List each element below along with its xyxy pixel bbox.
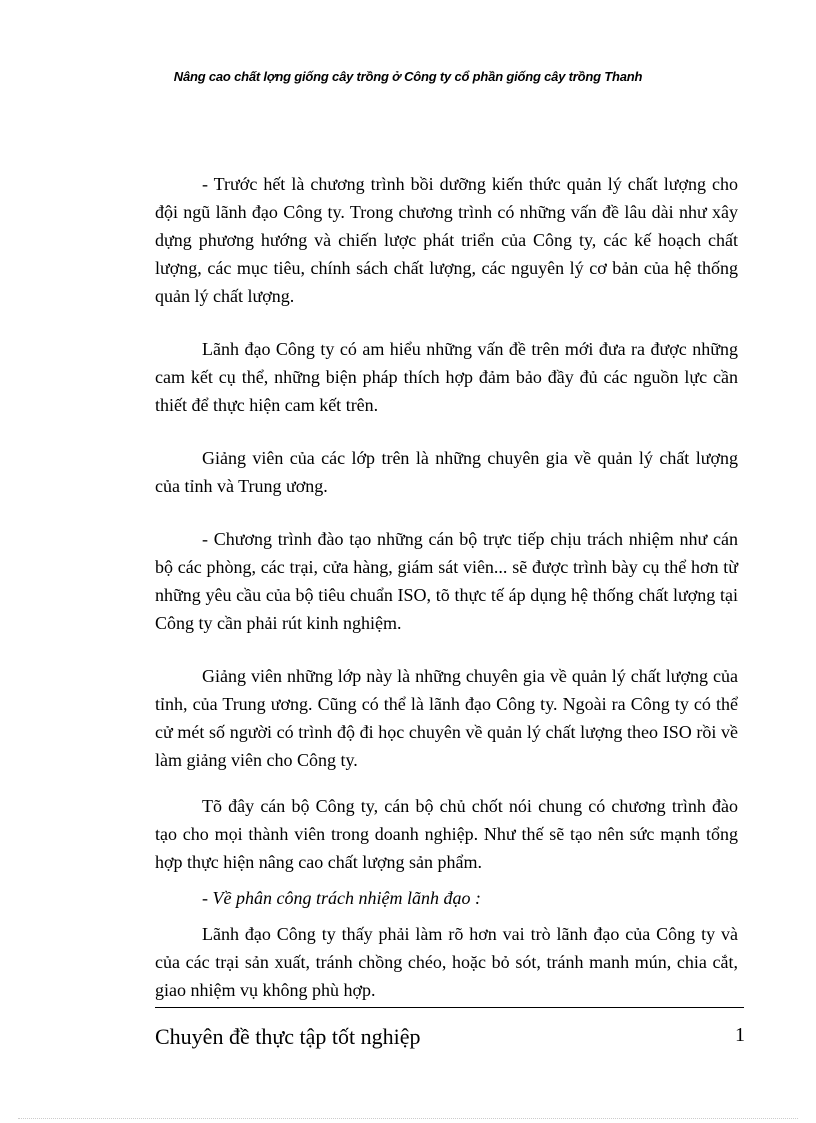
paragraph-lecturers: Giảng viên của các lớp trên là những chuyên gia về quản lý chất lượng của tỉnh và Trung ương. [155, 448, 738, 496]
section-heading-responsibility: - Về phân công trách nhiệm lãnh đạo : [202, 888, 481, 908]
document-body [155, 170, 738, 1004]
running-header: Nâng cao chất lợng giống cây trồng ở Công ty cổ phần giống cây trồng Thanh [173, 69, 643, 84]
page-bottom-edge [18, 1118, 798, 1119]
paragraph-staff-training: - Chương trình đào tạo những cán bộ trực tiếp chịu trách nhiệm như cán bộ các phòng, các trại, cửa hàng, giám sát viên... sẽ được trình bày cụ thể hơn từ những yêu cầu của bộ tiêu chuẩn ISO, tõ thực tế áp dụng hệ thống chất lượng tại Công ty cần phải rút kinh nghiệm. [155, 529, 738, 633]
footer-title: Chuyên đề thực tập tốt nghiệp [155, 1024, 421, 1049]
paragraph-staff-lecturers: Giảng viên những lớp này là những chuyên gia về quản lý chất lượng của tỉnh, của Trung ương. Cũng có thể là lãnh đạo Công ty. Ngoài ra Công ty có thể cử mét số người có trình độ đi học chuyên về quản lý chất lượng theo ISO rồi về làm giảng viên cho Công ty. [155, 666, 738, 770]
paragraph-responsibility: Lãnh đạo Công ty thấy phải làm rõ hơn vai trò lãnh đạo của Công ty và của các trại sản xuất, tránh chồng chéo, hoặc bỏ sót, tránh manh mún, chia cắt, giao nhiệm vụ không phù hợp. [155, 924, 738, 1000]
paragraph-leadership-training: - Trước hết là chương trình bồi dưỡng kiến thức quản lý chất lượng cho đội ngũ lãnh đạo Công ty. Trong chương trình có những vấn đề lâu dài như xây dựng phương hướng và chiến lược phát triển của Công ty, các kế hoạch chất lượng, các mục tiêu, chính sách chất lượng, các nguyên lý cơ bản của hệ thống quản lý chất lượng. [155, 174, 738, 306]
paragraph-leadership-commitment: Lãnh đạo Công ty có am hiểu những vấn đề trên mới đưa ra được những cam kết cụ thể, những biện pháp thích hợp đảm bảo đầy đủ các nguồn lực cần thiết để thực hiện cam kết trên. [155, 339, 738, 415]
page-number: 1 [735, 1024, 745, 1046]
footer-divider [155, 1007, 744, 1008]
paragraph-company-wide-training: Tõ đây cán bộ Công ty, cán bộ chủ chốt nói chung có chương trình đào tạo cho mọi thành viên trong doanh nghiệp. Như thế sẽ tạo nên sức mạnh tổng hợp thực hiện nâng cao chất lượng sản phẩm. [155, 796, 738, 872]
